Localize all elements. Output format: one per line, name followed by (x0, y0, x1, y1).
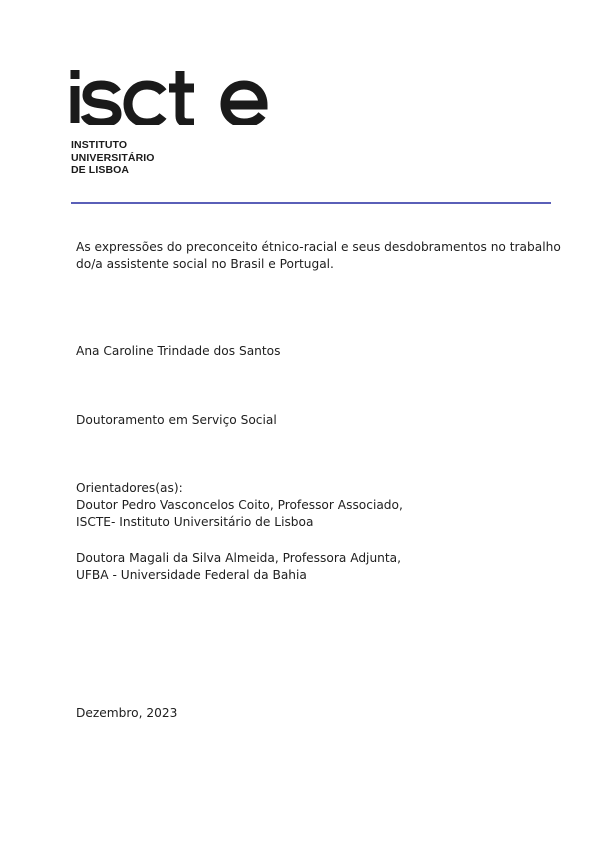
thesis-title-line-1: As expressões do preconceito étnico-racial e seus desdobramentos no trabalho (76, 240, 561, 254)
author-name: Ana Caroline Trindade dos Santos (76, 344, 281, 358)
supervisor-2 (76, 550, 401, 584)
supervisor-1-line-2: ISCTE- Instituto Universitário de Lisboa (76, 515, 314, 529)
submission-date: Dezembro, 2023 (76, 706, 178, 720)
supervisors-heading: Orientadores(as): (76, 481, 183, 495)
supervisor-2-line-1: Doutora Magali da Silva Almeida, Professora Adjunta, (76, 551, 402, 565)
institution-line-2: UNIVERSITÁRIO (71, 151, 155, 164)
degree-name: Doutoramento em Serviço Social (76, 413, 277, 427)
supervisor-2-line-2: UFBA - Universidade Federal da Bahia (76, 568, 307, 582)
iscte-logo (70, 60, 280, 185)
iscte-wordmark (70, 60, 272, 125)
thesis-title (76, 239, 561, 273)
header-divider (71, 202, 551, 204)
thesis-title-line-2: do/a assistente social no Brasil e Portugal. (76, 257, 334, 271)
institution-line-3: DE LISBOA (71, 164, 130, 176)
institution-name (71, 139, 155, 177)
institution-line-1: INSTITUTO (71, 139, 128, 151)
supervisors-section (76, 480, 403, 531)
supervisor-1-line-1: Doutor Pedro Vasconcelos Coito, Professor Associado, (76, 498, 403, 512)
